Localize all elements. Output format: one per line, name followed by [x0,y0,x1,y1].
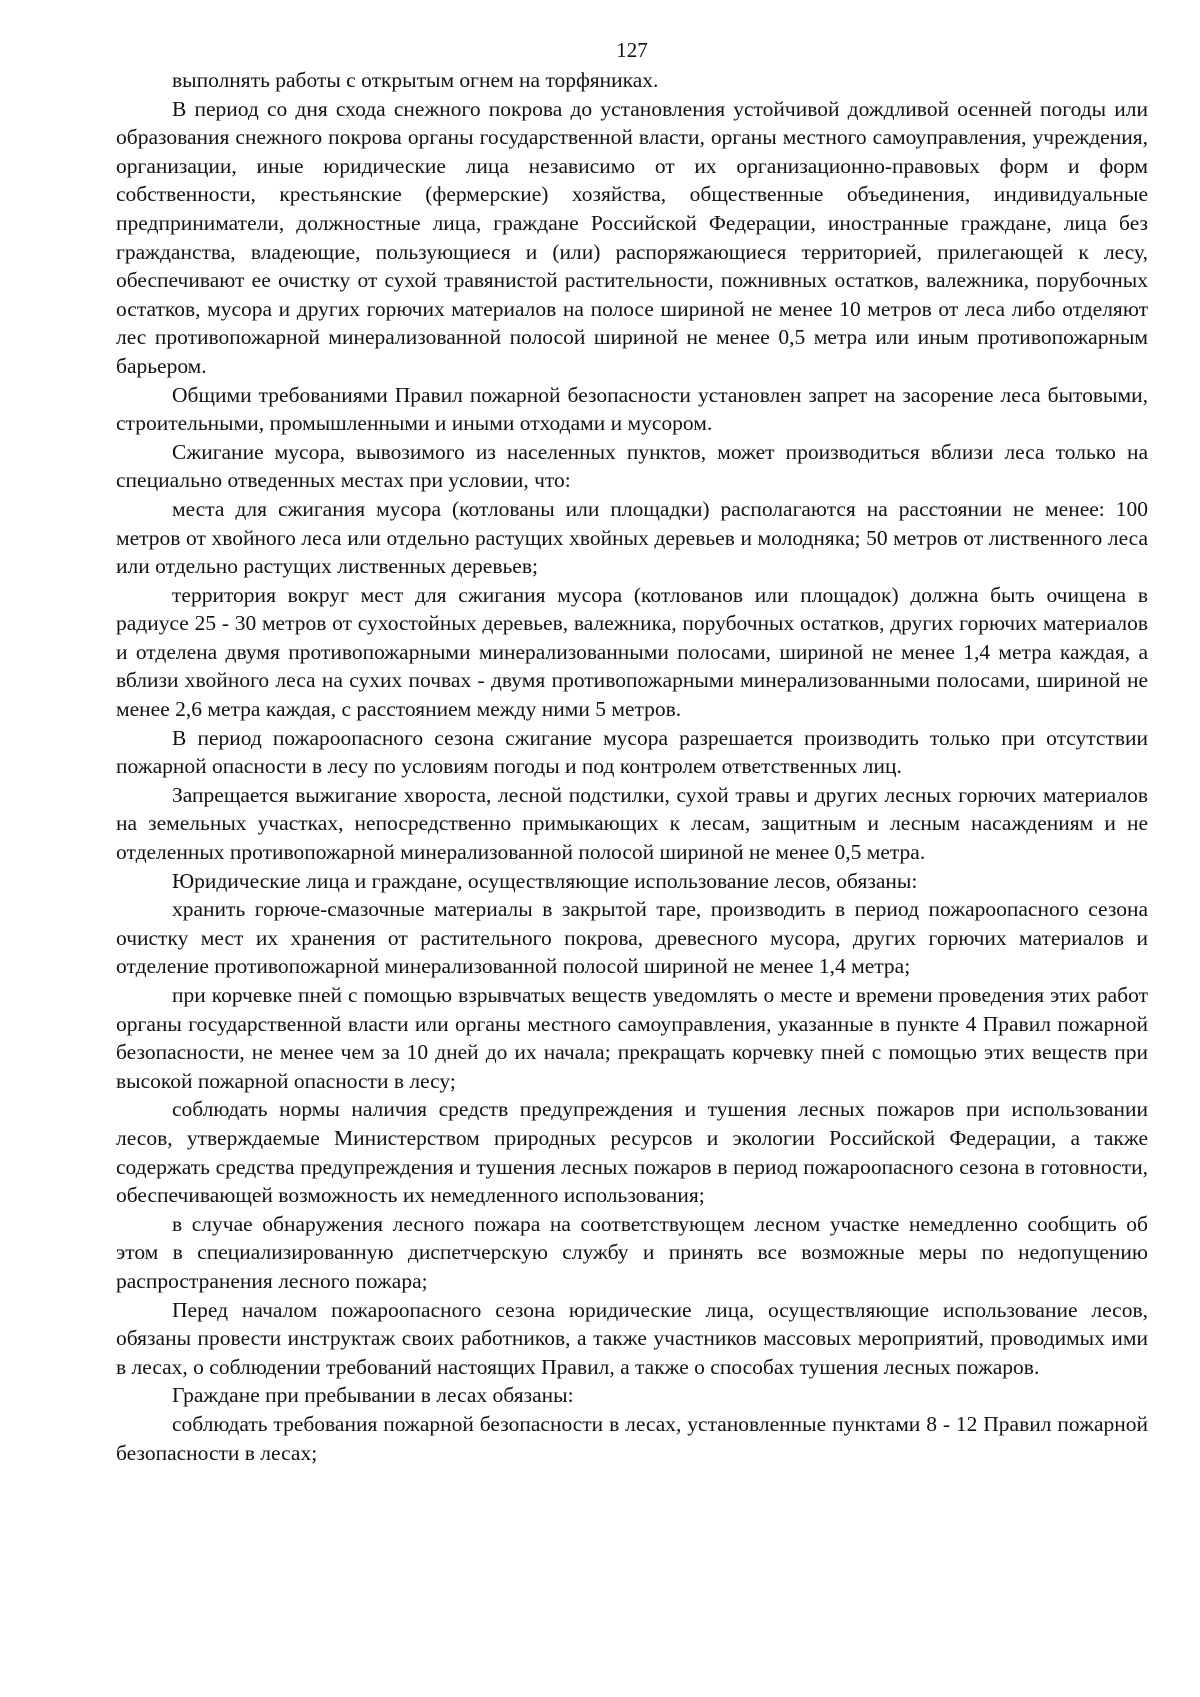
paragraph-staff-briefing: Перед началом пожароопасного сезона юридические лица, осуществляющие использование лесов, обязаны провести инструктаж своих работников, а также участников массовых мероприятий, проводимых ими в лесах, о соблюдении требований настоящих Правил, а также о способах тушения лесных пожаров. [116,1297,1148,1379]
paragraph-burning-site-clearing: территория вокруг мест для сжигания мусора (котлованов или площадок) должна быть очищена в радиусе 25 - 30 метров от сухостойных деревьев, валежника, порубочных остатков, других горючих материалов и отделена двумя противопожарными минерализованными полосами, шириной не менее 1,4 метра каждая, а вблизи хвойного леса на сухих почвах - двумя противопожарными минерализованными полосами, шириной не менее 2,6 метра каждая, с расстоянием между ними 5 метров. [116,582,1148,722]
paragraph-citizens-duties: Граждане при пребывании в лесах обязаны: [172,1383,574,1408]
paragraph-stump-explosives: при корчевке пней с помощью взрывчатых веществ уведомлять о месте и времени проведения этих работ органы государственной власти или органы местного самоуправления, указанные в пункте 4 Правил пожарной безопасности, не менее чем за 10 дней до их начала; прекращать корчевку пней с помощью этих веществ при высокой пожарной опасности в лесу; [116,983,1148,1093]
paragraph-fuel-storage: хранить горюче-смазочные материалы в закрытой таре, производить в период пожароопасного сезона очистку мест их хранения от растительного покрова, древесного мусора, других горючих материалов и отделение противопожарной минерализованной полосой шириной не менее 1,4 метра; [116,897,1148,979]
paragraph-fire-safety-compliance: соблюдать требования пожарной безопасности в лесах, установленные пунктами 8 - 12 Правил пожарной безопасности в лесах; [116,1411,1148,1465]
paragraph-territory-clearing: В период со дня схода снежного покрова до установления устойчивой дождливой осенней погоды или образования снежного покрова органы государственной власти, органы местного самоуправления, учреждения, организации, иные юридические лица независимо от их организационно-правовых форм и форм собственности, крестьянские (фермерские) хозяйства, общественные объединения, индивидуальные предприниматели, должностные лица, граждане Российской Федерации, иностранные граждане, лица без гражданства, владеющие, пользующиеся и (или) распоряжающиеся территорией, прилегающей к лесу, обеспечивают ее очистку от сухой травянистой растительности, пожнивных остатков, валежника, порубочных остатков, мусора и других горючих материалов на полосе шириной не менее 10 метров от леса либо отделяют лес противопожарной минерализованной полосой шириной не менее 0,5 метра или иным противопожарным барьером. [116,96,1148,378]
paragraph-burning-site-distance: места для сжигания мусора (котлованы или площадки) располагаются на расстоянии не менее: 100 метров от хвойного леса или отдельно растущих хвойных деревьев и молодняка; 50 метров от лиственного леса или отдельно растущих лиственных деревьев; [116,496,1148,579]
paragraph-waste-burning-conditions: Сжигание мусора, вывозимого из населенных пунктов, может производиться вблизи леса только на специально отведенных местах при условии, что: [116,439,1148,493]
page-number: 127 [616,38,648,62]
paragraph-fire-equipment-norms: соблюдать нормы наличия средств предупреждения и тушения лесных пожаров при использовании лесов, утверждаемые Министерством природных ресурсов и экологии Российской Федерации, а также содержать средства предупреждения и тушения лесных пожаров в период пожароопасного сезона в готовности, обеспечивающей возможность их немедленного использования; [116,1097,1148,1208]
paragraph-forest-users-duties: Юридические лица и граждане, осуществляющие использование лесов, обязаны: [172,868,918,893]
paragraph-littering-ban: Общими требованиями Правил пожарной безопасности установлен запрет на засорение леса бытовыми, строительными, промышленными и иными отходами и мусором. [116,382,1148,436]
paragraph-fire-detection: в случае обнаружения лесного пожара на соответствующем лесном участке немедленно сообщить об этом в специализированную диспетчерскую службу и принять все возможные меры по недопущению распространения лесного пожара; [116,1211,1148,1293]
paragraph-burning-prohibition: Запрещается выжигание хвороста, лесной подстилки, сухой травы и других лесных горючих материалов на земельных участках, непосредственно примыкающих к лесам, защитным и лесным насаждениям и не отделенных противопожарной минерализованной полосой шириной не менее 0,5 метра. [116,782,1148,865]
paragraph-peat-fire-works: выполнять работы с открытым огнем на торфяниках. [172,68,659,92]
paragraph-fire-season-burning: В период пожароопасного сезона сжигание мусора разрешается производить только при отсутствии пожарной опасности в лесу по условиям погоды и под контролем ответственных лиц. [116,725,1148,779]
document-page [116,36,1148,1467]
